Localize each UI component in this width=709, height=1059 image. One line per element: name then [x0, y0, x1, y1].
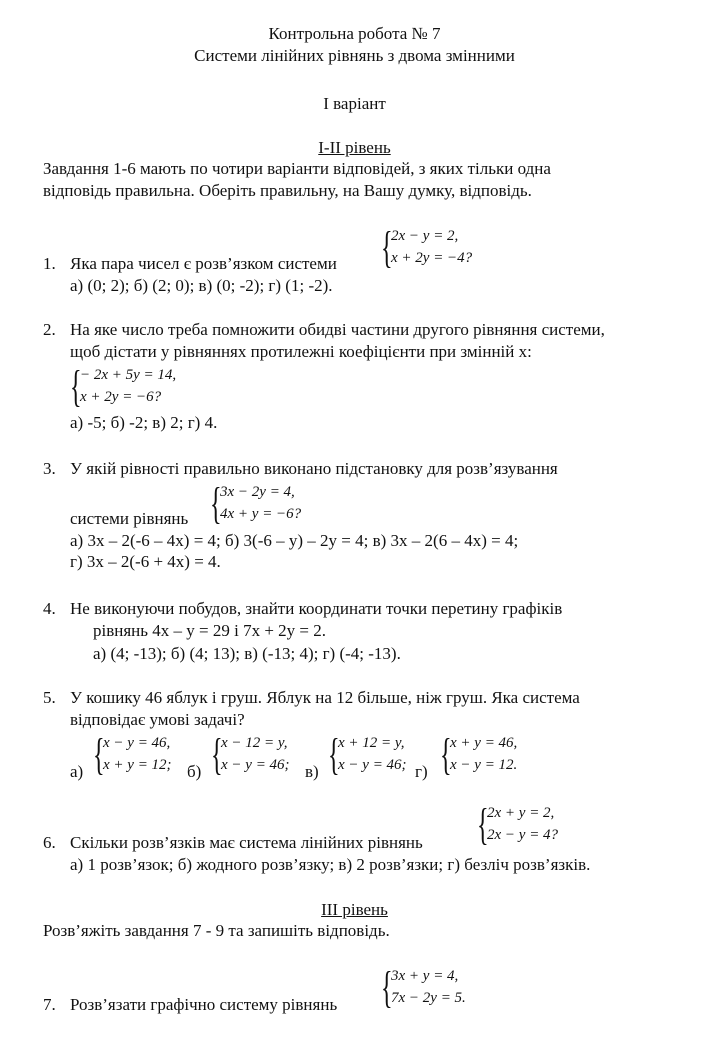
variant-label: І варіант [323, 94, 386, 113]
brace-icon: { [381, 963, 393, 1012]
q2-number: 2. [43, 320, 56, 339]
level3-intro: Розв’яжіть завдання 7 - 9 та запишіть відповідь. [43, 921, 390, 940]
level1-intro-line2: відповідь правильна. Оберіть правильну, на Вашу думку, відповідь. [43, 181, 532, 200]
q2-line1: На яке число треба помножити обидві частини другого рівняння системи, [70, 320, 605, 339]
q4-line1: Не виконуючи побудов, знайти координати точки перетину графіків [70, 599, 563, 618]
brace-icon: { [210, 479, 222, 528]
q5-option-d-eq2: x − y = 12. [450, 757, 518, 773]
q4-answers: а) (4; -13); б) (4; 13); в) (-13; 4); г) (-4; -13). [93, 644, 401, 663]
q5-option-a-label: а) [70, 762, 84, 781]
q5-option-a-eq2: x + y = 12; [103, 757, 172, 773]
page-title: Контрольна робота № 7 [268, 24, 441, 43]
q5-option-b-eq2: x − y = 46; [221, 757, 290, 773]
q6-answers: а) 1 розв’язок; б) жодного розв’язку; в) 2 розв’язки; г) безліч розв’язків. [70, 855, 591, 874]
q5-option-d-label: г) [415, 762, 428, 781]
level1-heading: І-ІІ рівень [318, 138, 391, 157]
q5-option-b-label: б) [187, 762, 202, 781]
q2-answers: а) -5; б) -2; в) 2; г) 4. [70, 413, 218, 432]
q3-number: 3. [43, 459, 56, 478]
q6-text: Скільки розв’язків має система лінійних рівнянь [70, 833, 423, 852]
q5-option-c-label: в) [305, 762, 319, 781]
level1-intro-line1: Завдання 1-6 мають по чотири варіанти відповідей, з яких тільки одна [43, 159, 551, 178]
q1-text: Яка пара чисел є розв’язком системи [70, 254, 337, 273]
q5-option-a-eq1: x − y = 46, [103, 735, 171, 751]
brace-icon: { [93, 730, 105, 779]
brace-icon: { [211, 730, 223, 779]
q7-system-eq2: 7x − 2y = 5. [391, 990, 466, 1006]
q2-line2: щоб дістати у рівняннях протилежні коефіцієнти при змінній x: [70, 342, 532, 361]
q1-system-eq1: 2x − y = 2, [391, 228, 459, 244]
q7-system-eq1: 3x + y = 4, [391, 968, 459, 984]
q5-option-b-eq1: x − 12 = y, [221, 735, 288, 751]
q6-number: 6. [43, 833, 56, 852]
q5-option-c-eq1: x + 12 = y, [338, 735, 405, 751]
q5-number: 5. [43, 688, 56, 707]
q3-system-eq2: 4x + y = −6? [220, 506, 302, 522]
q5-line2: відповідає умові задачі? [70, 710, 245, 729]
q3-system-eq1: 3x − 2y = 4, [220, 484, 295, 500]
q3-line1: У якій рівності правильно виконано підстановку для розв’язування [70, 459, 558, 478]
q1-answers: а) (0; 2); б) (2; 0); в) (0; -2); г) (1; -2). [70, 276, 333, 295]
q1-number: 1. [43, 254, 56, 273]
q5-line1: У кошику 46 яблук і груш. Яблук на 12 більше, ніж груш. Яка система [70, 688, 580, 707]
page-subtitle: Системи лінійних рівнянь з двома змінними [194, 46, 515, 65]
brace-icon: { [70, 362, 82, 411]
q2-system-eq1: − 2x + 5y = 14, [80, 367, 177, 383]
q7-number: 7. [43, 995, 56, 1014]
q1-system-eq2: x + 2y = −4? [391, 250, 473, 266]
q2-system-eq2: x + 2y = −6? [80, 389, 162, 405]
q5-option-d-eq1: x + y = 46, [450, 735, 518, 751]
q3-line2: системи рівнянь [70, 509, 189, 528]
q3-answers-line1: а) 3х – 2(-6 – 4х) = 4; б) 3(-6 – у) – 2у = 4; в) 3х – 2(6 – 4х) = 4; [70, 531, 519, 550]
brace-icon: { [328, 730, 340, 779]
q7-text: Розв’язати графічно систему рівнянь [70, 995, 338, 1014]
q3-answers-line2: г) 3х – 2(-6 + 4х) = 4. [70, 552, 221, 571]
q5-option-c-eq2: x − y = 46; [338, 757, 407, 773]
brace-icon: { [477, 800, 489, 849]
brace-icon: { [440, 730, 452, 779]
brace-icon: { [381, 223, 393, 272]
q4-number: 4. [43, 599, 56, 618]
q6-system-eq2: 2x − y = 4? [487, 827, 559, 843]
q6-system-eq1: 2x + y = 2, [487, 805, 555, 821]
q4-line2: рівнянь 4х – у = 29 і 7х + 2у = 2. [93, 621, 327, 640]
level3-heading: ІІІ рівень [321, 900, 388, 919]
